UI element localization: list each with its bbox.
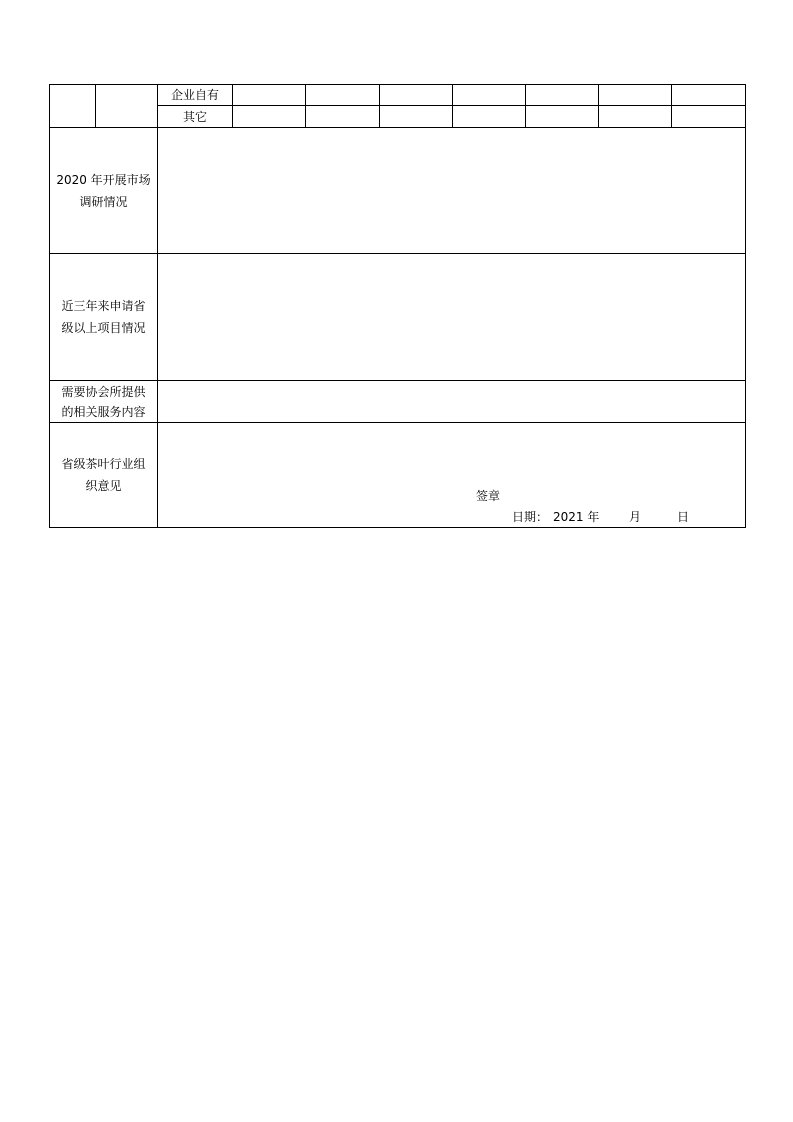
- table-border-right: [745, 84, 746, 528]
- services-needed-label: [50, 381, 157, 422]
- column-divider: [598, 84, 599, 128]
- column-divider: [525, 84, 526, 128]
- date-year: 2021 年: [553, 510, 600, 524]
- date-month: 月: [629, 510, 642, 524]
- fund-source-other: [158, 106, 232, 127]
- column-divider: [452, 84, 453, 128]
- date-label: 日期：: [512, 510, 549, 524]
- fund-source-own-label: 企业自有: [170, 88, 219, 102]
- industry-opinion-line-1: 省级茶叶行业组: [61, 457, 146, 471]
- services-needed-field[interactable]: [158, 381, 745, 422]
- project-applications-line-1: 近三年来申请省: [61, 299, 146, 313]
- column-divider: [305, 84, 306, 128]
- table-border-bottom: [49, 527, 746, 528]
- column-divider: [671, 84, 672, 128]
- application-form-table: [49, 84, 746, 528]
- market-research-label: [50, 128, 157, 253]
- date-day: 日: [677, 510, 690, 524]
- fund-source-other-label: 其它: [182, 109, 207, 124]
- services-needed-line-2: 的相关服务内容: [61, 404, 146, 419]
- services-needed-line-1: 需要协会所提供: [61, 384, 146, 399]
- project-applications-field[interactable]: [158, 254, 745, 380]
- column-divider: [232, 84, 233, 128]
- market-research-line-2: 调研情况: [79, 194, 128, 209]
- project-applications-line-2: 级以上项目情况: [61, 321, 146, 335]
- market-research-field[interactable]: [158, 128, 745, 253]
- industry-opinion-line-2: 织意见: [85, 479, 122, 493]
- column-divider: [95, 84, 96, 128]
- table-border-top: [49, 84, 746, 85]
- fund-source-own: [158, 85, 232, 105]
- market-research-line-1: 2020 年开展市场: [56, 172, 151, 187]
- column-divider: [379, 84, 380, 128]
- seal-label: 签章: [476, 489, 501, 503]
- industry-opinion-label: [50, 423, 157, 527]
- project-applications-label: [50, 254, 157, 380]
